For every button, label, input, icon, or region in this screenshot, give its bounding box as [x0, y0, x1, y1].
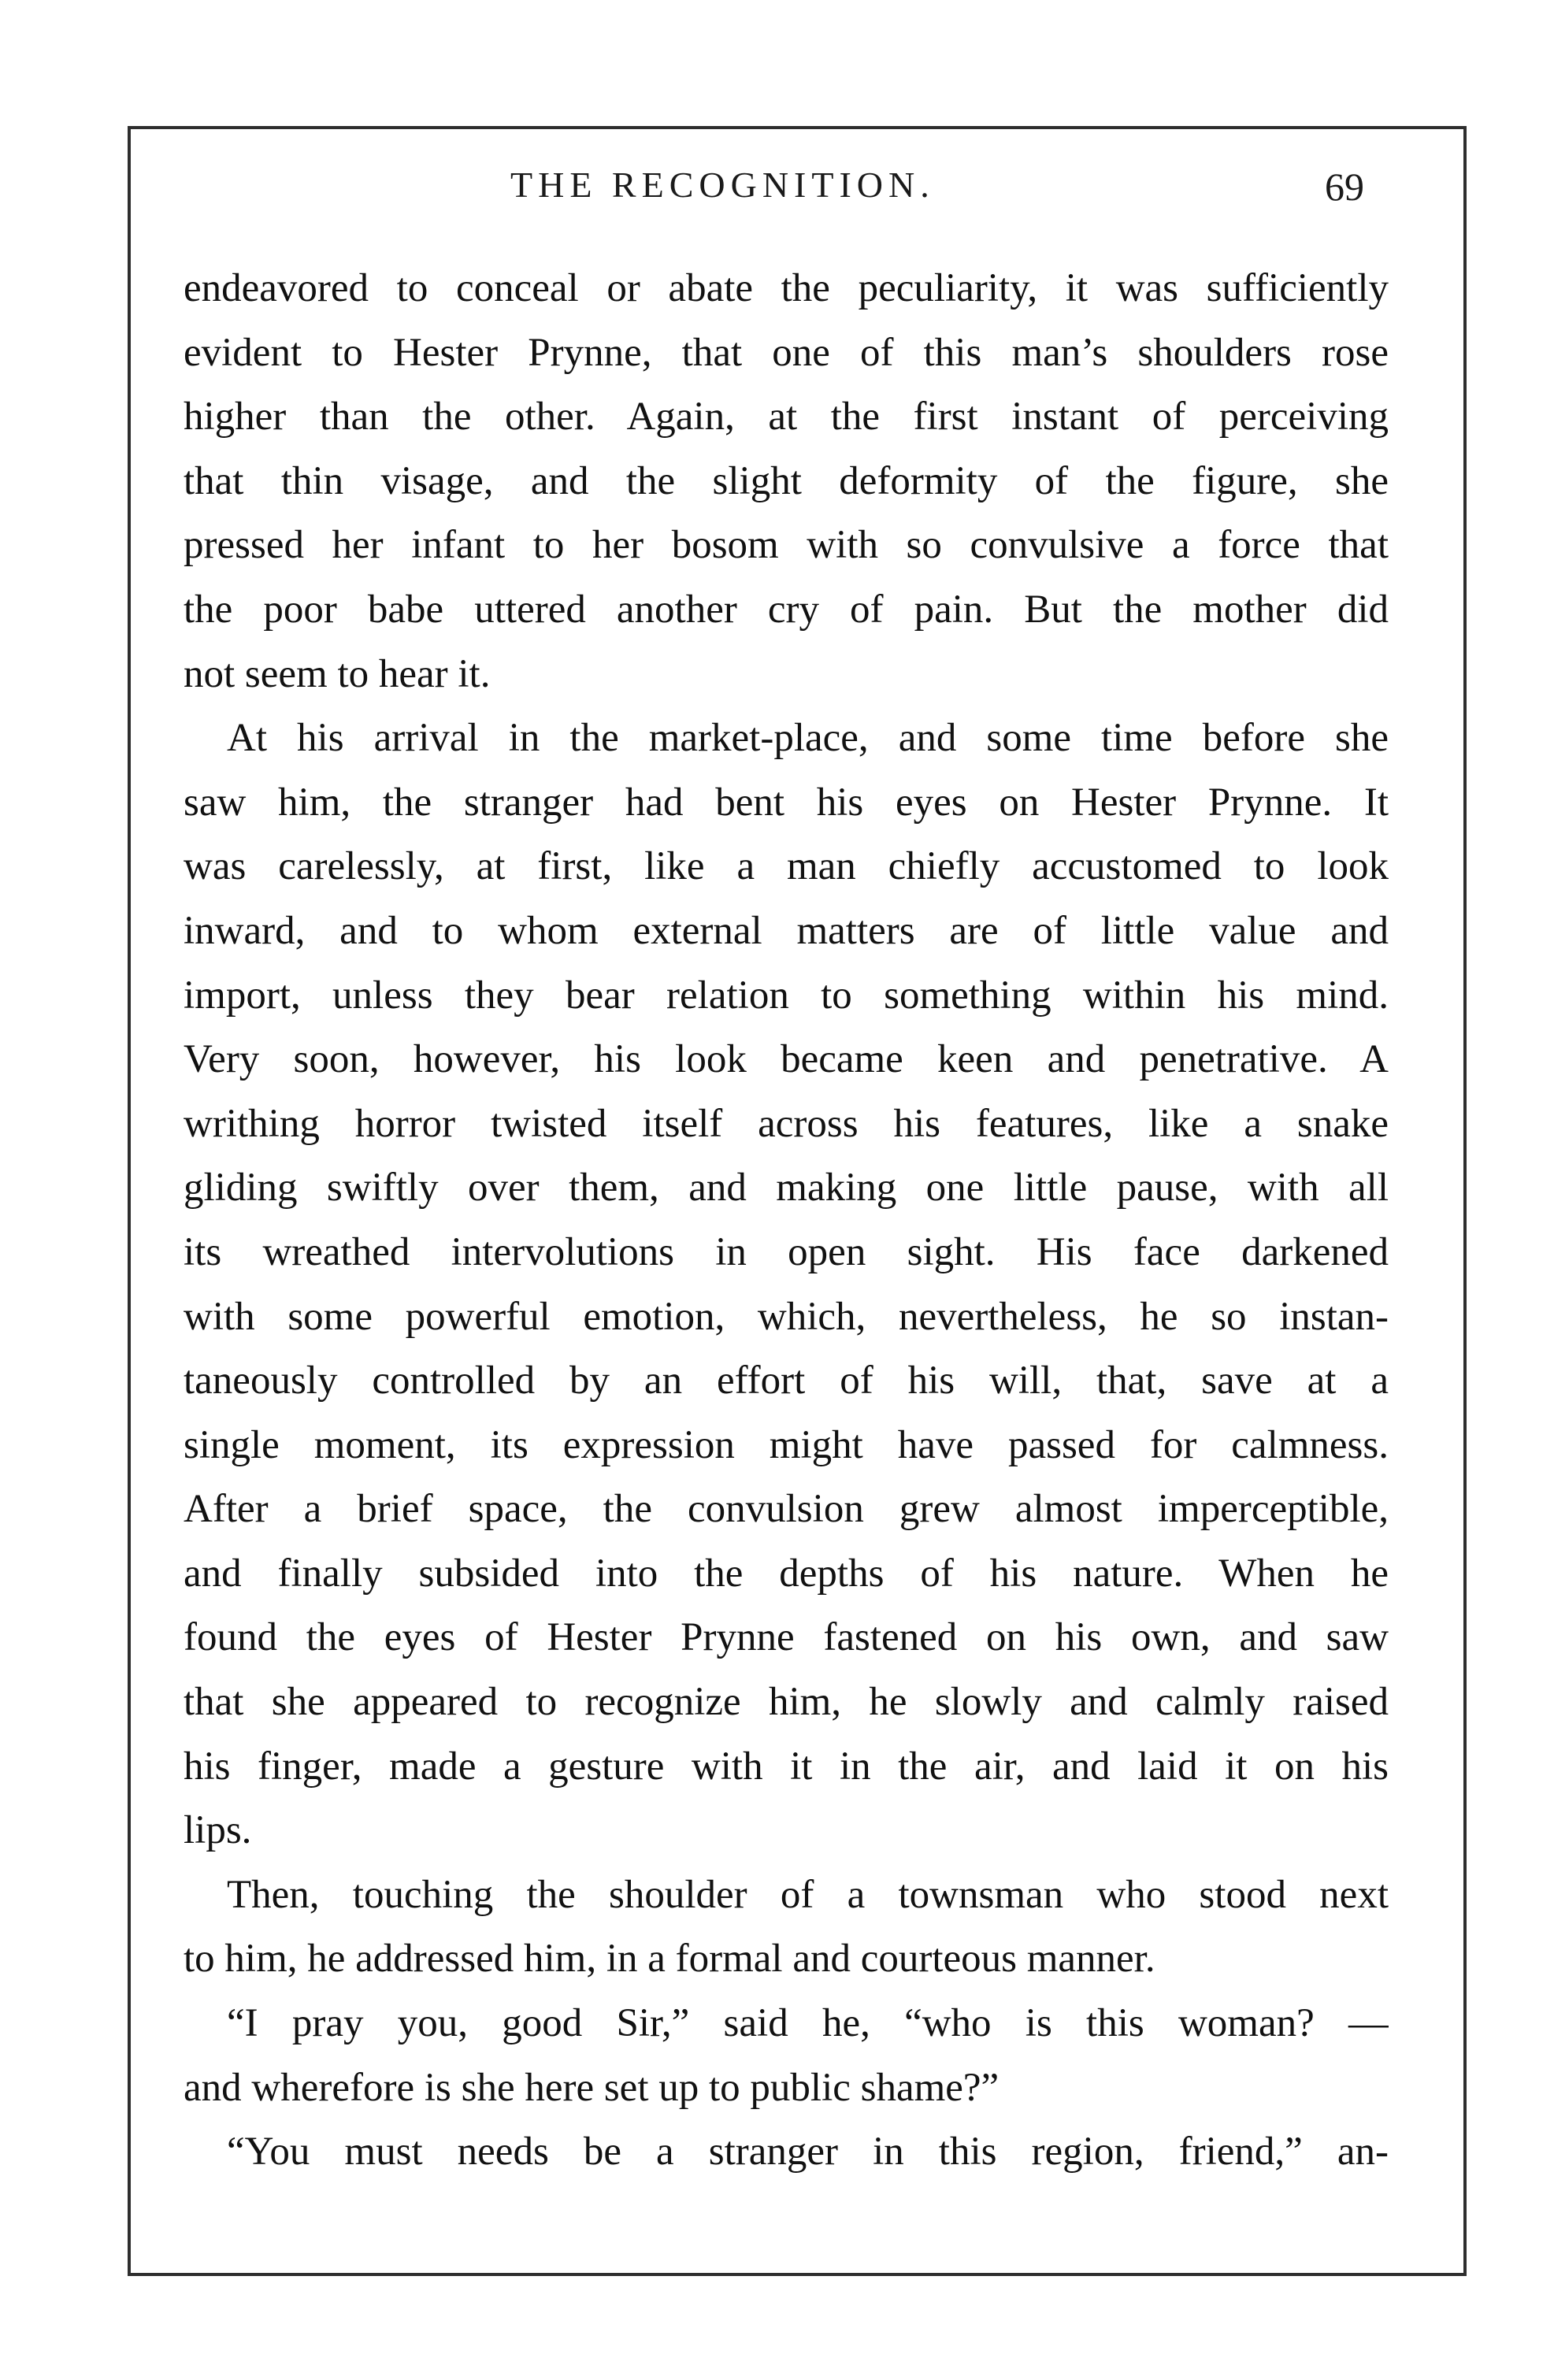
- text-line: and finally subsided into the depths of his nature. When he: [184, 1551, 1389, 1596]
- text-line: was carelessly, at first, like a man chiefly accustomed to look: [184, 844, 1389, 889]
- text-line: pressed her infant to her bosom with so convulsive a force that: [184, 523, 1389, 568]
- text-line: the poor babe uttered another cry of pain. But the mother did: [184, 587, 1389, 632]
- text-line: endeavored to conceal or abate the peculiarity, it was sufficiently: [184, 266, 1389, 310]
- text-line: After a brief space, the convulsion grew almost imperceptible,: [184, 1487, 1389, 1532]
- text-line: lips.: [184, 1808, 252, 1853]
- running-title: THE RECOGNITION.: [510, 165, 935, 205]
- text-line: and wherefore is she here set up to public shame?”: [184, 2065, 1000, 2110]
- text-line: gliding swiftly over them, and making one little pause, with all: [184, 1166, 1389, 1210]
- text-line: higher than the other. Again, at the first instant of perceiving: [184, 395, 1389, 439]
- page-number: 69: [1325, 165, 1364, 209]
- text-line: Very soon, however, his look became keen and penetrative. A: [184, 1037, 1389, 1082]
- text-line: to him, he addressed him, in a formal and courteous manner.: [184, 1937, 1155, 1981]
- text-line: single moment, its expression might have passed for calmness.: [184, 1422, 1389, 1467]
- text-line: evident to Hester Prynne, that one of this man’s shoulders rose: [184, 330, 1389, 375]
- text-line: found the eyes of Hester Prynne fastened on his own, and saw: [184, 1615, 1389, 1660]
- text-line: that she appeared to recognize him, he slowly and calmly raised: [184, 1680, 1389, 1725]
- text-line: “You must needs be a stranger in this region, friend,” an-: [227, 2130, 1389, 2174]
- text-line: import, unless they bear relation to something within his mind.: [184, 973, 1389, 1018]
- text-line: writhing horror twisted itself across his features, like a snake: [184, 1101, 1389, 1146]
- text-line: inward, and to whom external matters are of little value and: [184, 908, 1389, 953]
- text-line: that thin visage, and the slight deformity of the figure, she: [184, 458, 1389, 503]
- text-line: saw him, the stranger had bent his eyes on Hester Prynne. It: [184, 780, 1389, 825]
- text-line: not seem to hear it.: [184, 651, 491, 696]
- text-line: its wreathed intervolutions in open sight. His face darkened: [184, 1229, 1389, 1274]
- text-line: his finger, made a gesture with it in the air, and laid it on his: [184, 1744, 1389, 1789]
- text-line: taneously controlled by an effort of his will, that, save at a: [184, 1359, 1389, 1403]
- text-line: with some powerful emotion, which, nevertheless, he so instan-: [184, 1294, 1389, 1339]
- text-line: “I pray you, good Sir,” said he, “who is this woman? —: [227, 2001, 1389, 2046]
- body-text: [184, 257, 1389, 2185]
- running-head: [0, 161, 1554, 209]
- text-line: At his arrival in the market-place, and some time before she: [227, 716, 1389, 761]
- text-line: Then, touching the shoulder of a townsman who stood next: [227, 1872, 1389, 1917]
